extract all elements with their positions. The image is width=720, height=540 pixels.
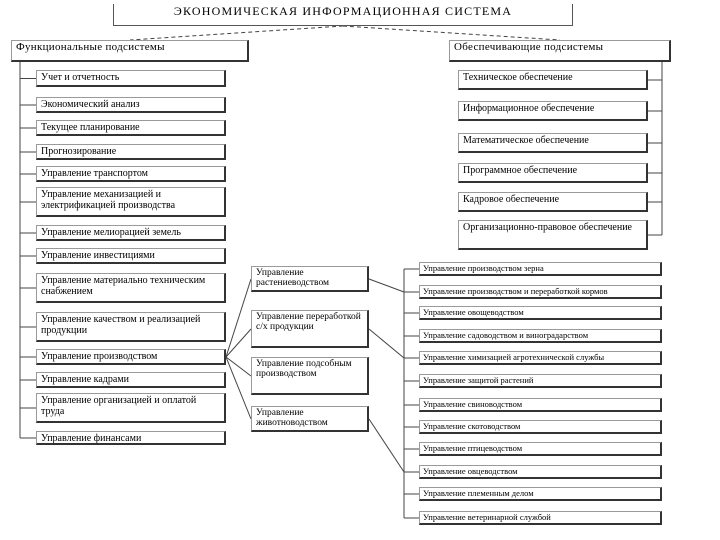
production-unit-box: Управление химизацией агротехнической службы — [419, 351, 662, 365]
functional-subsystem-box: Управление механизацией и электрификацией производства — [36, 187, 226, 217]
supporting-subsystem-box: Кадровое обеспечение — [458, 192, 648, 212]
production-fan-line — [226, 279, 251, 357]
production-fan-line — [226, 329, 251, 357]
branch-to-units-line — [369, 329, 404, 358]
branch-to-units-line — [369, 279, 404, 292]
functional-subsystem-box: Управление материально техническим снабжением — [36, 273, 226, 303]
functional-subsystem-box: Управление производством — [36, 349, 226, 365]
supporting-subsystem-box: Организационно-правовое обеспечение — [458, 220, 648, 250]
production-unit-box: Управление племенным делом — [419, 487, 662, 501]
functional-subsystem-box: Экономический анализ — [36, 97, 226, 113]
production-unit-box: Управление ветеринарной службой — [419, 511, 662, 525]
functional-subsystem-box: Текущее планирование — [36, 120, 226, 136]
title-to-supporting-link — [343, 26, 560, 40]
functional-subsystem-box: Управление организацией и оплатой труда — [36, 393, 226, 423]
supporting-header: Обеспечивающие подсистемы — [449, 40, 671, 62]
production-branch-box: Управление переработкой с/х продукции — [251, 310, 369, 348]
production-unit-box: Управление защитой растений — [419, 374, 662, 388]
production-unit-box: Управление овощеводством — [419, 306, 662, 320]
main-title: ЭКОНОМИЧЕСКАЯ ИНФОРМАЦИОННАЯ СИСТЕМА — [113, 4, 573, 26]
functional-subsystem-box: Управление качеством и реализацией продукции — [36, 312, 226, 342]
functional-subsystem-box: Учет и отчетность — [36, 70, 226, 87]
production-unit-box: Управление скотоводством — [419, 420, 662, 434]
functional-header: Функциональные подсистемы — [11, 40, 249, 62]
functional-subsystem-box: Управление кадрами — [36, 372, 226, 388]
production-unit-box: Управление производством и переработкой кормов — [419, 285, 662, 299]
production-branch-box: Управление подсобным производством — [251, 357, 369, 395]
functional-subsystem-box: Управление финансами — [36, 431, 226, 445]
production-unit-box: Управление птицеводством — [419, 442, 662, 456]
functional-subsystem-box: Управление транспортом — [36, 166, 226, 182]
branch-to-units-line — [369, 419, 404, 472]
functional-subsystem-box: Прогнозирование — [36, 144, 226, 160]
supporting-subsystem-box: Техническое обеспечение — [458, 70, 648, 90]
production-branch-box: Управление животноводством — [251, 406, 369, 432]
production-unit-box: Управление производством зерна — [419, 262, 662, 276]
title-to-functional-link — [130, 26, 343, 40]
functional-subsystem-box: Управление инвестициями — [36, 248, 226, 264]
production-unit-box: Управление овцеводством — [419, 465, 662, 479]
supporting-subsystem-box: Программное обеспечение — [458, 163, 648, 183]
supporting-subsystem-box: Информационное обеспечение — [458, 101, 648, 121]
supporting-subsystem-box: Математическое обеспечение — [458, 133, 648, 153]
production-branch-box: Управление растениеводством — [251, 266, 369, 292]
production-unit-box: Управление свиноводством — [419, 398, 662, 412]
production-unit-box: Управление садоводством и виноградарством — [419, 329, 662, 343]
functional-subsystem-box: Управление мелиорацией земель — [36, 225, 226, 241]
